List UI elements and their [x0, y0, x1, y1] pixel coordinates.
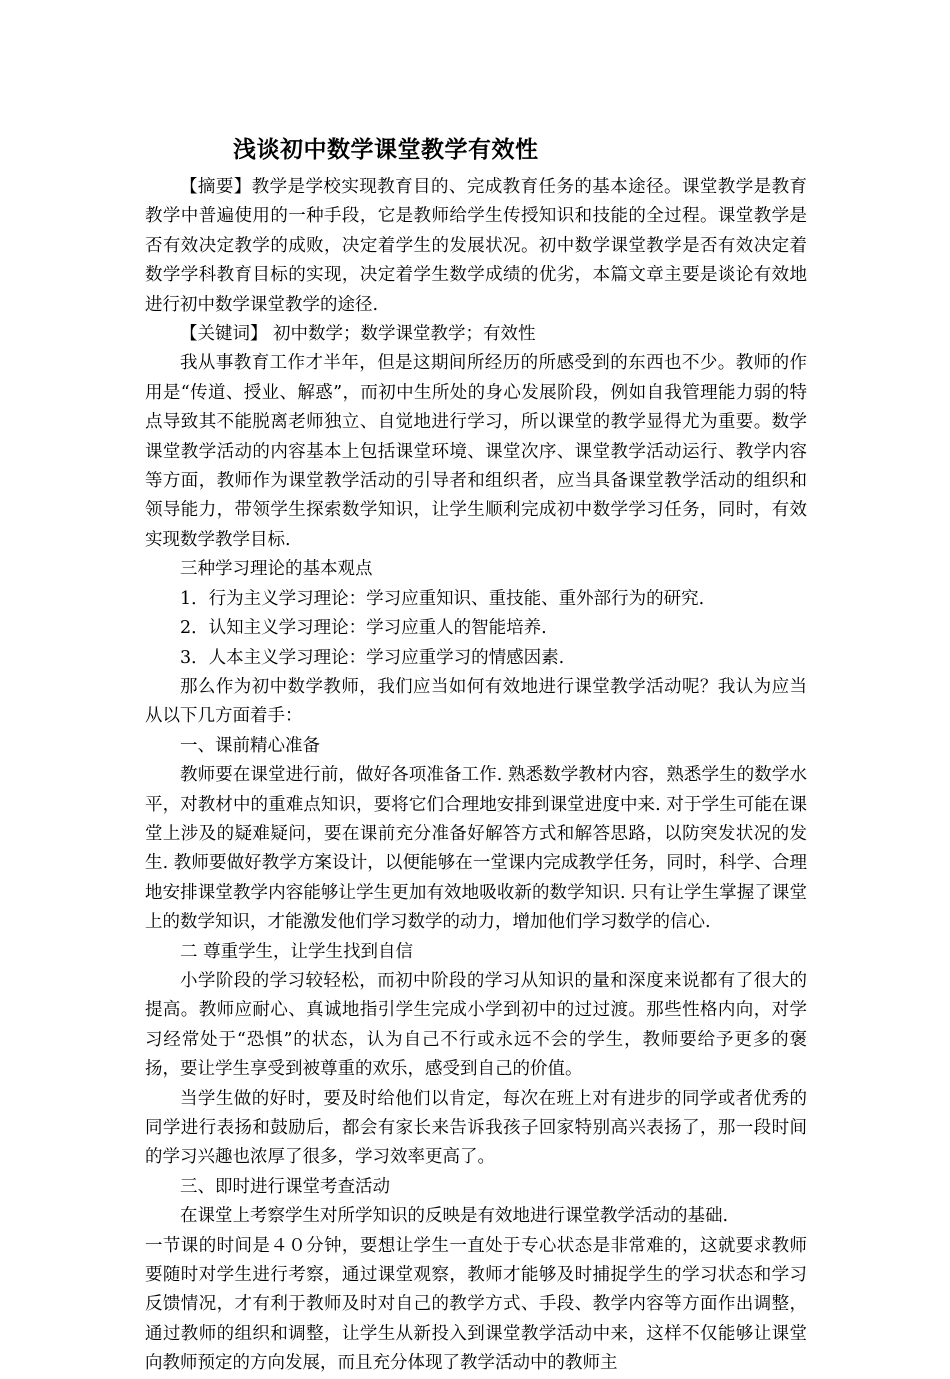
list-item: 1．行为主义学习理论：学习应重知识、重技能、重外部行为的研究. — [180, 588, 705, 609]
body-paragraph: 一节课的时间是４０分钟，要想让学生一直处于专心状态是非常难的，这就要求教师要随时对学生进行考察，通过课堂观察，教师才能够及时捕捉学生的学习状态和学习反馈情况，才有利于教师及时对自己的教学方式、手段、教学内容等方面作出调整，通过教师的组织和调整，让学生从新投入到课堂教学活动中来，这样不仅能够让课堂向教师预定的方向发展，而且充分体现了教学活动中的教师主 — [145, 1235, 807, 1374]
body-paragraph: 我从事教育工作才半年，但是这期间所经历的所感受到的东西也不少。教师的作用是“传道、授业、解惑”，而初中生所处的身心发展阶段，例如自我管理能力弱的特点导致其不能脱离老师独立、自觉地进行学习，所以课堂的教学显得尤为重要。数学课堂教学活动的内容基本上包括课堂环境、课堂次序、课堂教学活动运行、教学内容等方面，教师作为课堂教学活动的引导者和组织者，应当具备课堂教学活动的组织和领导能力，带领学生探索数学知识，让学生顺利完成初中数学学习任务，同时，有效实现数学教学目标. — [145, 353, 807, 550]
section-heading: 三种学习理论的基本观点 — [180, 559, 373, 580]
list-item: 3．人本主义学习理论：学习应重学习的情感因素. — [180, 647, 565, 668]
section-heading: 二 尊重学生，让学生找到自信 — [180, 941, 414, 962]
document-body — [145, 173, 807, 1379]
abstract-paragraph: 【摘要】教学是学校实现教育目的、完成教育任务的基本途径。课堂教学是教育教学中普遍使用的一种手段，它是教师给学生传授知识和技能的全过程。课堂教学是否有效决定教学的成败，决定着学生的发展状况。初中数学课堂教学是否有效决定着数学学科教育目标的实现，决定着学生数学成绩的优劣，本篇文章主要是谈论有效地进行初中数学课堂教学的途径. — [145, 177, 807, 315]
keywords-paragraph: 【关键词】 初中数学；数学课堂教学；有效性 — [180, 324, 536, 345]
document-title: 浅谈初中数学课堂教学有效性 — [233, 137, 539, 163]
body-paragraph: 那么作为初中数学教师，我们应当如何有效地进行课堂教学活动呢？我认为应当从以下几方面着手： — [145, 676, 807, 727]
body-paragraph: 小学阶段的学习较轻松，而初中阶段的学习从知识的量和深度来说都有了很大的提高。教师应耐心、真诚地指引学生完成小学到初中的过过渡。那些性格内向，对学习经常处于“恐惧”的状态，认为自己不行或永远不会的学生，教师要给予更多的褒扬，要让学生享受到被尊重的欢乐，感受到自己的价值。 — [145, 970, 807, 1080]
list-item: 2．认知主义学习理论：学习应重人的智能培养. — [180, 618, 547, 639]
section-heading: 三、即时进行课堂考查活动 — [180, 1176, 390, 1197]
body-paragraph: 在课堂上考察学生对所学知识的反映是有效地进行课堂教学活动的基础. — [180, 1206, 729, 1227]
body-paragraph: 教师要在课堂进行前，做好各项准备工作. 熟悉数学教材内容，熟悉学生的数学水平，对教材中的重难点知识，要将它们合理地安排到课堂进度中来. 对于学生可能在课堂上涉及的疑难疑问，要在课前充分准备好解答方式和解答思路，以防突发状况的发生. 教师要做好教学方案设计，以便能够在一堂课内完成教学任务，同时，科学、合理地安排课堂教学内容能够让学生更加有效地吸收新的数学知识. 只有让学生掌握了课堂上的数学知识，才能激发他们学习数学的动力，增加他们学习数学的信心. — [145, 765, 807, 933]
body-paragraph: 当学生做的好时，要及时给他们以肯定，每次在班上对有进步的同学或者优秀的同学进行表扬和鼓励后，都会有家长来告诉我孩子回家特别高兴表扬了，那一段时间的学习兴趣也浓厚了很多，学习效率更高了。 — [145, 1088, 807, 1168]
section-heading: 一、课前精心准备 — [180, 735, 320, 756]
